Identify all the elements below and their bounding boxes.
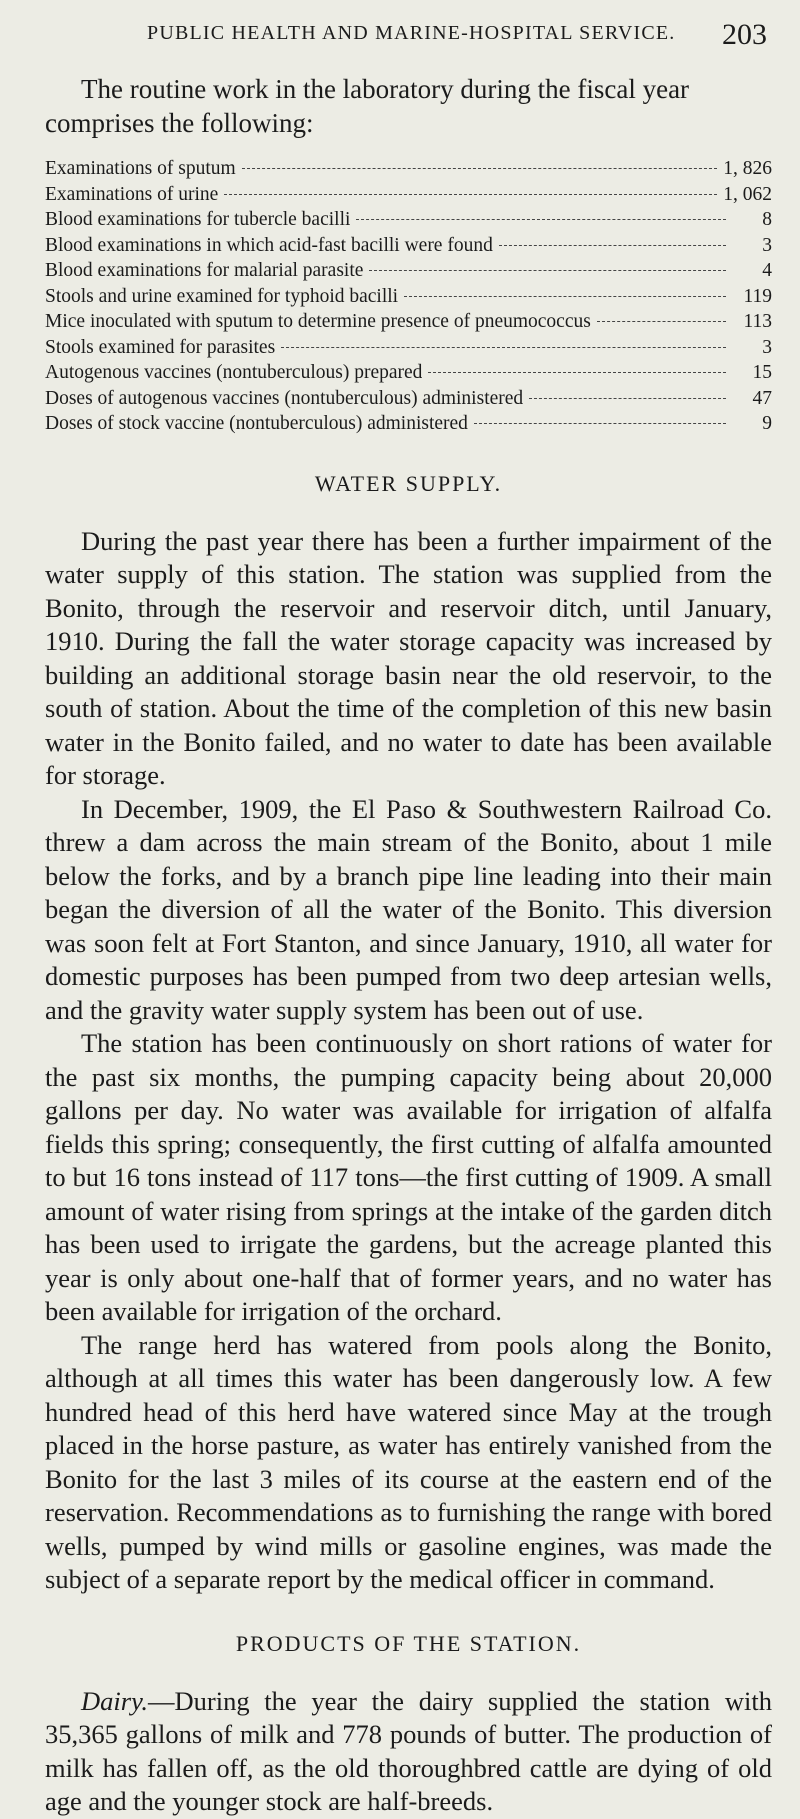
- row-label: Doses of autogenous vaccines (nontuberculous) administered: [45, 387, 524, 409]
- intro-paragraph: The routine work in the laboratory during the fiscal year comprises the following:: [45, 74, 690, 138]
- dairy-lead: Dairy.: [81, 1685, 148, 1716]
- dot-leader: [474, 422, 726, 424]
- lab-work-table: [45, 156, 772, 437]
- page-content: [45, 72, 772, 1819]
- row-label: Stools examined for parasites: [45, 336, 276, 358]
- table-row: [45, 207, 772, 233]
- row-value: 1, 062: [723, 183, 772, 205]
- dot-leader: [597, 320, 726, 322]
- dot-leader: [404, 295, 726, 297]
- water-paragraph: During the past year there has been a further impairment of the water supply of this station. The station was supplied from the Bonito, through the reservoir and reservoir ditch, until January, 1910. During the fall the water storage capacity was increased by building an additional storage basin near the old reservoir, to the south of station. About the time of the completion of this new basin water in the Bonito failed, and no water to date has been available for storage.: [45, 525, 772, 790]
- table-row: [45, 411, 772, 437]
- water-paragraph: In December, 1909, the El Paso & Southwestern Railroad Co. threw a dam across the main stream of the Bonito, about 1 mile below the forks, and by a branch pipe line leading into their main began the diversion of all the water of the Bonito. This diversion was soon felt at Fort Stanton, and since January, 1910, all water for domestic purposes has been pumped from two deep artesian wells, and the gravity water supply system has been out of use.: [45, 793, 772, 1025]
- row-value: 119: [743, 285, 772, 307]
- dot-leader: [224, 193, 717, 195]
- table-row: [45, 156, 772, 182]
- row-value: 8: [762, 209, 772, 230]
- row-label: Blood examinations for malarial parasite: [45, 260, 364, 281]
- dot-leader: [428, 371, 726, 373]
- dot-leader: [529, 397, 726, 399]
- row-value: 1, 826: [723, 158, 772, 179]
- products-heading: PRODUCTS OF THE STATION.: [235, 1630, 582, 1656]
- row-label: Examinations of urine: [45, 183, 219, 205]
- table-row: [45, 335, 772, 361]
- row-label: Examinations of sputum: [45, 158, 236, 179]
- page-number: 203: [722, 18, 767, 51]
- water-paragraph: The range herd has watered from pools along the Bonito, although at all times this water has been dangerously low. A few hundred head of this herd have watered since May at the trough placed in the horse pasture, as water has entirely vanished from the Bonito for the last 3 miles of its course at the eastern end of the reservation. Recommendations as to furnishing the range with bored wells, pumped by wind mills or gasoline engines, was made the subject of a separate report by the medical officer in command.: [45, 1329, 772, 1594]
- table-row: [45, 233, 772, 259]
- row-value: 9: [762, 413, 772, 434]
- row-label: Stools and urine examined for typhoid bacilli: [45, 285, 399, 307]
- dairy-paragraph: [45, 1685, 772, 1819]
- water-paragraph: The station has been continuously on short rations of water for the past six months, the pumping capacity being about 20,000 gallons per day. No water was available for irrigation of alfalfa fields this spring; consequently, the first cutting of alfalfa amounted to but 16 tons instead of 117 tons—the first cutting of 1909. A small amount of water rising from springs at the intake of the garden ditch has been used to irrigate the gardens, but the acreage planted this year is only about one-half that of former years, and no water has been available for irrigation of the orchard.: [45, 1028, 772, 1326]
- running-header: [147, 18, 767, 51]
- row-label: Mice inoculated with sputum to determine presence of pneumococcus: [45, 311, 591, 332]
- row-label: Blood examinations for tubercle bacilli: [45, 209, 351, 230]
- row-value: 3: [762, 234, 772, 256]
- table-row: [45, 309, 772, 335]
- table-row: [45, 386, 772, 412]
- table-row: [45, 182, 772, 208]
- dot-leader: [499, 244, 726, 246]
- row-value: 113: [743, 311, 772, 332]
- row-value: 4: [762, 260, 772, 281]
- running-title: PUBLIC HEALTH AND MARINE-HOSPITAL SERVICE.: [147, 22, 676, 44]
- table-row: [45, 258, 772, 284]
- row-label: Doses of stock vaccine (nontuberculous) administered: [45, 413, 468, 434]
- water-supply-heading: WATER SUPPLY.: [314, 470, 503, 496]
- dot-leader: [356, 218, 726, 220]
- row-value: 15: [752, 362, 772, 383]
- row-label: Blood examinations in which acid-fast bacilli were found: [45, 234, 493, 256]
- dot-leader: [242, 167, 718, 169]
- table-row: [45, 360, 772, 386]
- row-value: 3: [762, 336, 772, 358]
- table-row: [45, 284, 772, 310]
- dot-leader: [369, 269, 726, 271]
- row-value: 47: [752, 387, 772, 409]
- dairy-text: —During the year the dairy supplied the station with 35,365 gallons of milk and 778 pounds of butter. The production of milk has fallen off, as the old thoroughbred cattle are dying of old age and the younger stock are half-breeds.: [45, 1685, 772, 1816]
- row-label: Autogenous vaccines (nontuberculous) prepared: [45, 362, 423, 383]
- dot-leader: [281, 346, 726, 348]
